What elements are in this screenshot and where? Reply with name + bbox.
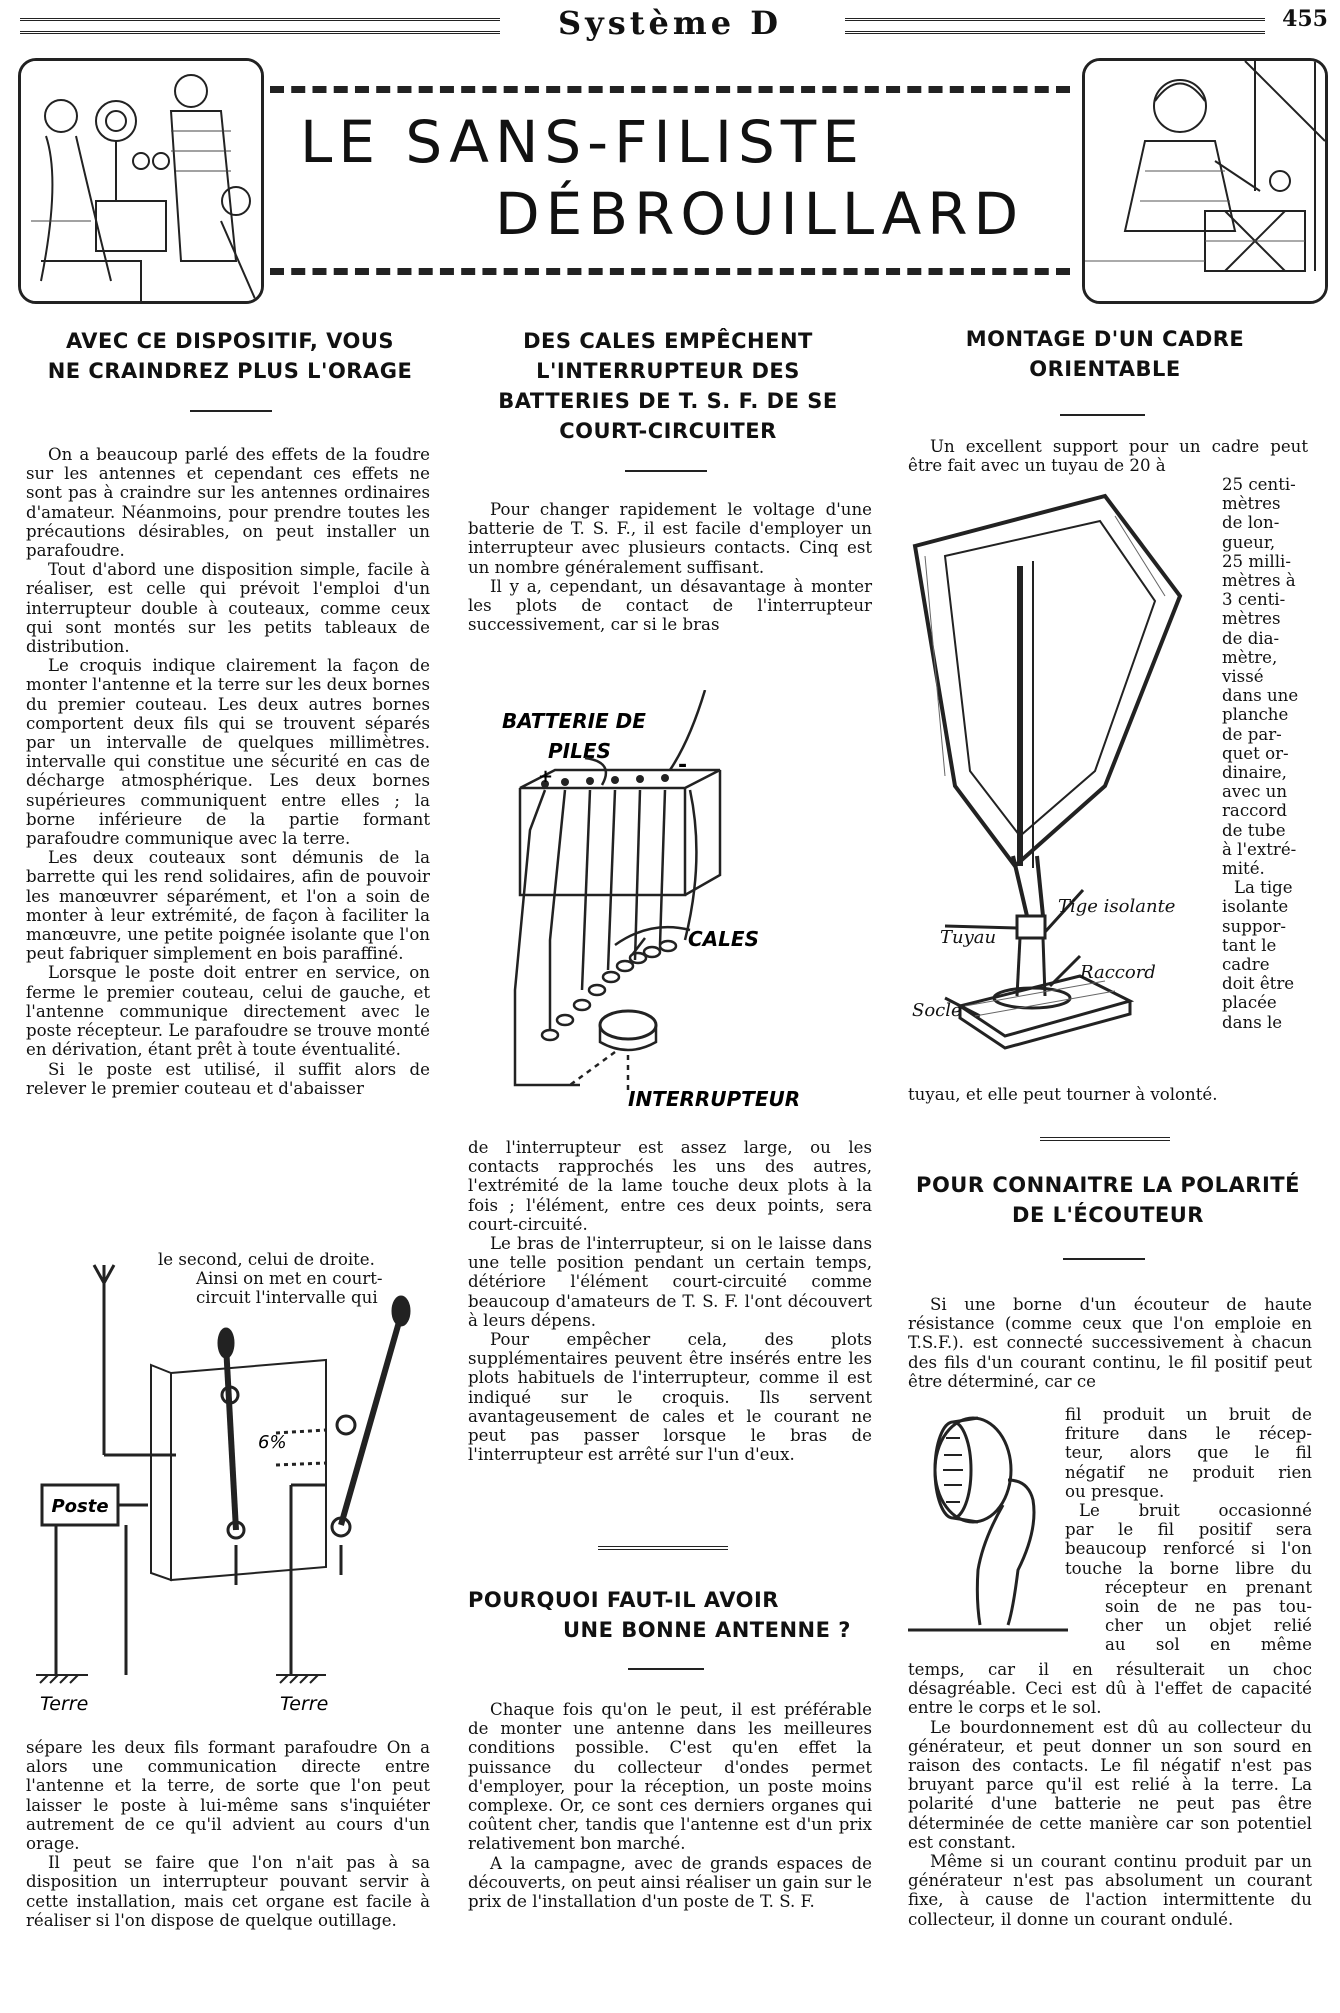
col2-paragraph: Pour changer rapidement le voltage d'une batterie de T. S. F., il est facile d'employer un interrupteur avec plusieurs contacts. Cinq est un nombre généralement suffisant. <box>468 500 872 577</box>
col2-paragraph: de l'interrupteur est assez large, ou les contacts rapprochés les uns des autres, l'extrémité de la lame touche deux plots à la fois ; l'élément, entre ces deux points, sera court-circuité. <box>468 1138 872 1234</box>
col2-heading2-rule <box>628 1668 704 1670</box>
col3-narrow-line: La tige <box>1234 878 1293 898</box>
fig-label-tuyau: Tuyau <box>940 927 997 948</box>
col1-heading <box>30 326 430 386</box>
col3-narrow-line: doit être <box>1222 974 1295 994</box>
col2-paragraph: Il y a, cependant, un désavantage à monter les plots de contact de l'interrupteur successivement, car si le bras <box>468 576 872 635</box>
col2-heading-line2: L'INTERRUPTEUR DES <box>536 359 800 383</box>
col1-heading-rule <box>190 410 272 412</box>
col3-earphone-intro <box>908 1295 1312 1391</box>
col3-narrow-line: gueur, <box>1222 532 1276 552</box>
banner-illustration-right <box>1082 58 1328 304</box>
col2-heading-rule <box>625 470 707 472</box>
col3-narrow-line: dans le <box>1222 1012 1283 1032</box>
col2-paragraph: Pour empêcher cela, des plots supplémentaires peuvent être insérés entre les plots habituels de l'interrupteur, comme il est indiqué sur le croquis. Ils servent avantageusement de cales et le courant ne peut pas passer lorsque le bras de l'interrupteur est arrêté sur l'un d'eux. <box>468 1330 872 1465</box>
col3-narrow-line: de tube <box>1222 820 1286 840</box>
fig-label-minus: - <box>678 753 688 778</box>
fig-label-batterie: BATTERIE DE <box>502 709 646 733</box>
col3-narrow-line: cadre <box>1222 955 1270 975</box>
col3-narrow-line: Le bruit occasionné <box>1079 1501 1312 1521</box>
col3-narrow-line: à l'extré- <box>1222 839 1297 859</box>
col1-heading-line2: NE CRAINDREZ PLUS L'ORAGE <box>47 359 413 383</box>
col1-paragraph: Les deux couteaux sont démunis de la barrette qui les rend solidaires, afin de pouvoir les manœuvrer séparément, et l'on a soin de monter à leur extrémité, de façon à faciliter la manœuvre, une petite poignée isolante que l'on peut fabriquer simplement en bois paraffiné. <box>26 848 430 964</box>
col2-heading2 <box>468 1585 872 1645</box>
fig-label-piles: PILES <box>548 739 611 763</box>
fig-label-gap: 6% <box>258 1432 287 1453</box>
listeners-illustration <box>21 61 261 301</box>
col3-narrow-line: fil produit un bruit de <box>1065 1405 1312 1424</box>
col3-paragraph: tuyau, et elle peut tourner à volonté. <box>908 1085 1218 1104</box>
col3-heading2-line2: DE L'ÉCOUTEUR <box>1012 1203 1204 1227</box>
fig-label-raccord: Raccord <box>1080 962 1156 983</box>
fig-label-cales: CALES <box>688 927 759 951</box>
fig-label-terre-left: Terre <box>40 1693 89 1715</box>
fig-label-tige: Tige isolante <box>1058 896 1176 917</box>
col3-narrow-line: de lon- <box>1222 513 1280 533</box>
col3-narrow-line: dans une <box>1222 686 1299 706</box>
col1-paragraph: Lorsque le poste doit entrer en service, on ferme le premier couteau, celui de gauche, et l'antenne communique directement avec le poste récepteur. Le parafoudre se trouve monté en dérivation, étant prêt à toute éventualité. <box>26 963 430 1060</box>
col2-heading-line1: DES CALES EMPÊCHENT <box>523 329 813 353</box>
banner-title-line2: DÉBROUILLARD <box>495 180 1025 248</box>
header-rule-left <box>20 18 500 34</box>
battery-switch-figure <box>490 690 870 1120</box>
banner-dash-bottom <box>270 268 1070 283</box>
operator-illustration <box>1085 61 1325 301</box>
col2-paragraph: Le bras de l'interrupteur, si on le laisse dans une telle position pendant un certain temps, détériore l'élément court-circuité comme beaucoup d'amateurs de T. S. F. l'ont découvert à leurs dépens. <box>468 1234 872 1330</box>
col3-paragraph: Un excellent support pour un cadre peut être fait avec un tuyau de 20 à <box>908 437 1308 476</box>
col3-narrow-line: placée <box>1222 993 1277 1013</box>
col2-heading <box>458 326 878 446</box>
col3-heading2-line1: POUR CONNAITRE LA POLARITÉ <box>916 1173 1300 1197</box>
col2-paragraph: A la campagne, avec de grands espaces de découverts, on peut ainsi réaliser un gain sur le prix de l'installation d'un poste de T. S. F. <box>468 1853 872 1912</box>
col1-paragraph: On a beaucoup parlé des effets de la foudre sur les antennes et cependant ces effets ne sont pas à craindre sur les antennes ordinaires d'amateur. Néanmoins, pour prendre toutes les précautions désirables, on peut installer un parafoudre. <box>26 445 430 561</box>
col3-narrow-line: de dia- <box>1222 628 1280 648</box>
col1-paragraph: Si le poste est utilisé, il suffit alors de relever le premier couteau et d'abaisser <box>26 1059 430 1098</box>
col3-narrow-line: 25 milli- <box>1222 551 1291 571</box>
col3-paragraph: Si une borne d'un écouteur de haute résistance (comme ceux que l'on emploie en T.S.F.). est connecté successivement à chacun des fils d'un courant continu, le fil positif peut être déterminé, car ce <box>908 1295 1312 1391</box>
col3-intro <box>908 437 1308 475</box>
col3-narrow-line: teur, alors que le fil <box>1065 1443 1312 1463</box>
col3-narrow-line: quet or- <box>1222 743 1289 763</box>
header-rule-right <box>845 18 1265 34</box>
col3-section-divider <box>1040 1137 1170 1141</box>
col3-narrow-line: beaucoup renforcé si l'on <box>1065 1539 1312 1559</box>
col1-paragraph: Il peut se faire que l'on n'ait pas à sa disposition un interrupteur pouvant servir à cette installation, mais cet organe est facile à réaliser si l'on dispose de quelque outillage. <box>26 1853 430 1930</box>
col3-narrow-line: mètre, <box>1222 647 1278 667</box>
col3-narrow-line: suppor- <box>1222 916 1286 936</box>
banner-title-line1: LE SANS-FILISTE <box>300 108 865 176</box>
lightning-arrester-figure <box>26 1255 446 1725</box>
running-head <box>0 4 1340 44</box>
col3-heading <box>900 324 1310 384</box>
journal-title: Système D <box>558 4 782 42</box>
col3-heading-line1: MONTAGE D'UN CADRE <box>965 327 1245 351</box>
fig-label-terre-right: Terre <box>280 1693 329 1715</box>
col3-narrow-line: ou presque. <box>1065 1481 1165 1501</box>
col2-body-mid <box>468 1138 872 1464</box>
col3-paragraph: temps, car il en résulterait un choc désagréable. Ceci est dû à l'effet de capacité entre le corps et le sol. <box>908 1660 1312 1718</box>
col3-frame-end <box>908 1085 1312 1104</box>
col3-narrow-line: dinaire, <box>1222 763 1287 783</box>
banner-dash-top <box>270 86 1070 101</box>
banner-illustration-left <box>18 58 264 304</box>
col3-narrow-line: mètres <box>1222 609 1281 629</box>
col3-earphone-body <box>908 1660 1312 1929</box>
fig-label-plus: + <box>538 766 554 787</box>
fig-label-interrupteur: INTERRUPTEUR <box>628 1087 801 1111</box>
col2-paragraph: Chaque fois qu'on le peut, il est préférable de monter une antenne dans les meilleures conditions possible. C'est qu'en effet la puissance du collecteur d'ondes permet d'employer, pour la réception, un poste moins complexe. Or, ce sont ces derniers organes qui coûtent cher, tandis que l'antenne est d'un prix relativement bon marché. <box>468 1700 872 1854</box>
col3-narrow-line: tant le <box>1222 935 1277 955</box>
col1-body-end <box>26 1738 430 1930</box>
col2-heading-line4: COURT-CIRCUITER <box>559 419 777 443</box>
col3-paragraph: Le bourdonnement est dû au collecteur du générateur, et peut donner un son sourd en raison des contacts. Le fil négatif n'est pas bruyant parce qu'il est relié à la terre. La polarité d'une batterie ne peut pas être déterminée de cette manière car son potentiel est constant. <box>908 1717 1312 1852</box>
earphone-figure <box>908 1410 1068 1660</box>
col3-narrow-line: isolante <box>1222 897 1289 917</box>
col3-narrow-line: mètres à <box>1222 571 1296 591</box>
col2-body-top <box>468 500 872 634</box>
col3-narrow-line: de par- <box>1222 724 1282 744</box>
col1-heading-line1: AVEC CE DISPOSITIF, VOUS <box>65 329 395 353</box>
col1-body <box>26 445 430 1098</box>
col3-heading2-rule <box>1063 1258 1145 1260</box>
col3-narrow-line: touche la borne libre du <box>1065 1558 1312 1578</box>
col3-narrow-line: 3 centi- <box>1222 590 1286 610</box>
col3-narrow-line: friture dans le récep- <box>1065 1424 1312 1444</box>
col3-heading-rule <box>1060 414 1145 416</box>
col1-wrap-line: le second, celui de droite. <box>158 1250 375 1269</box>
col3-paragraph: Même si un courant continu produit par un générateur n'est pas absolument un courant fixe, à cause de l'action intermittente du collecteur, il donne un courant ondulé. <box>908 1852 1312 1929</box>
col3-narrow-line: raccord <box>1222 801 1287 821</box>
col1-wrap-line: Ainsi on met en court- <box>196 1269 383 1289</box>
col3-narrow-line: vissé <box>1222 667 1264 687</box>
col3-narrow-line: soin de ne pas tou- <box>1105 1597 1312 1617</box>
col3-narrow-line: avec un <box>1222 782 1288 802</box>
col2-section-divider <box>598 1546 728 1550</box>
col2-heading2-line1: POURQUOI FAUT-IL AVOIR <box>468 1588 779 1612</box>
col2-heading-line3: BATTERIES DE T. S. F. DE SE <box>498 389 838 413</box>
col3-narrow-text <box>1222 475 1312 1032</box>
col3-narrow-line: par le fil positif sera <box>1065 1520 1312 1540</box>
rotating-frame-figure <box>905 486 1205 1086</box>
col1-paragraph: sépare les deux fils formant parafoudre On a alors une communication directe entre l'antenne et la terre, de sorte que l'on peut laisser le poste à lui-même sans s'inquiéter autrement de ce qu'il advient au cours d'un orage. <box>26 1738 430 1854</box>
col3-narrow-line: planche <box>1222 705 1289 725</box>
col3-narrow-line: mité. <box>1222 859 1265 879</box>
col3-narrow-line: 25 centi- <box>1222 475 1296 494</box>
col1-paragraph: Tout d'abord une disposition simple, facile à réaliser, est celle qui prévoit l'emploi d'un interrupteur double à couteaux, comme ceux qui sont montés sur les petits tableaux de distribution. <box>26 560 430 657</box>
col1-paragraph: Le croquis indique clairement la façon de monter l'antenne et la terre sur les deux bornes du premier couteau. Les deux autres bornes comportent deux fils qui se trouvent séparés par un intervalle de quelques millimètres. intervalle qui constitue une sécurité en cas de décharge atmosphérique. Les deux bornes supérieures communiquent entre elles ; la borne inférieure de la partie formant parafoudre communique avec la terre. <box>26 656 430 849</box>
fig-label-poste: Poste <box>51 1496 109 1517</box>
col3-heading-line2: ORIENTABLE <box>1029 357 1181 381</box>
col2-body-bottom <box>468 1700 872 1911</box>
page-number: 455 <box>1282 6 1328 32</box>
col2-heading2-line2: UNE BONNE ANTENNE ? <box>563 1618 851 1642</box>
fig-label-socle: Socle <box>912 1000 962 1021</box>
col3-narrow-line: mètres <box>1222 494 1281 514</box>
col3-narrow-line: au sol en même <box>1105 1635 1312 1655</box>
col3-earphone-narrow <box>1065 1405 1312 1655</box>
col3-narrow-line: cher un objet relié <box>1105 1616 1312 1636</box>
col3-narrow-line: négatif ne produit rien <box>1065 1462 1312 1482</box>
col3-heading2 <box>898 1170 1318 1230</box>
col3-narrow-line: récepteur en prenant <box>1105 1577 1312 1597</box>
col1-wrap-line: circuit l'intervalle qui <box>196 1288 378 1308</box>
